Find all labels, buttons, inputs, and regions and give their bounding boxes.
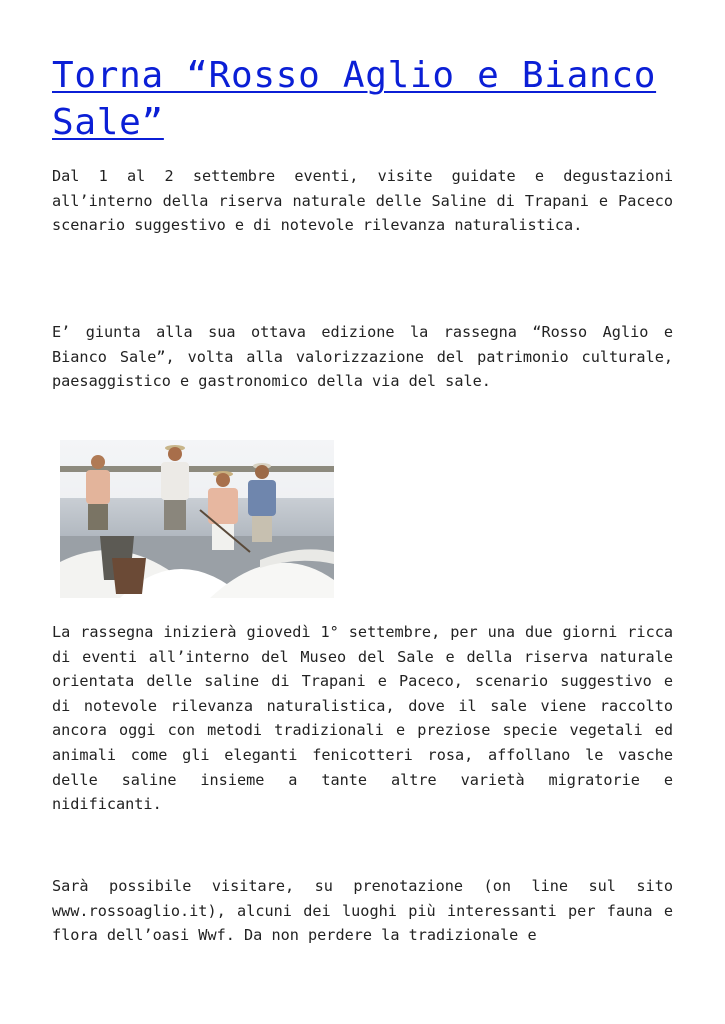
paragraph-program: La rassegna inizierà giovedì 1° settembre, per una due giorni ricca di eventi all’interno del Museo del Sale e della riserva naturale orientata delle saline di Trapani e Paceco, scenario suggestivo e di notevole rilevanza naturalistica, dove il sale viene raccolto ancora oggi con metodi tradizionali e preziose specie vegetali ed animali come gli eleganti fenicotteri rosa, affollano le vasche delle saline insieme a tante altre varietà migratorie e nidificanti. xyxy=(52,623,673,814)
article-title-link[interactable]: Torna “Rosso Aglio e Bianco Sale” xyxy=(52,55,657,143)
article-title xyxy=(52,52,673,146)
paragraph-visits: Sarà possibile visitare, su prenotazione (on line sul sito www.rossoaglio.it), alcuni dei luoghi più interessanti per fauna e flora dell’oasi Wwf. Da non perdere la tradizionale e xyxy=(52,877,673,945)
paragraph-edition: E’ giunta alla sua ottava edizione la rassegna “Rosso Aglio e Bianco Sale”, volta alla valorizzazione del patrimonio culturale, paesaggistico e gastronomico della via del sale. xyxy=(52,323,673,391)
article xyxy=(52,52,673,945)
salt-workers-photo xyxy=(60,440,334,598)
salt-workers-illustration xyxy=(60,440,334,598)
paragraph-intro: Dal 1 al 2 settembre eventi, visite guidate e degustazioni all’interno della riserva naturale delle Saline di Trapani e Paceco scenario suggestivo e di notevole rilevanza naturalistica. xyxy=(52,167,673,235)
